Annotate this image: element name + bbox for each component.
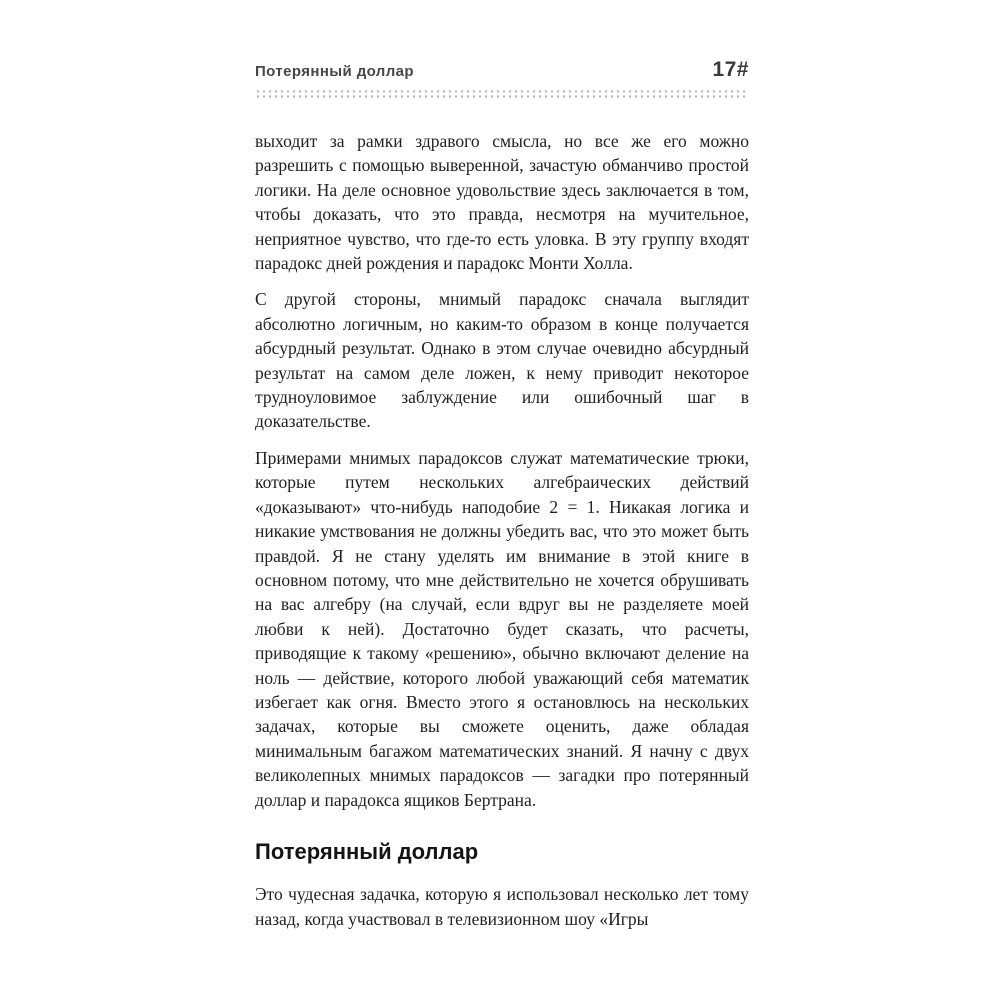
- page-number: 17#: [712, 58, 749, 81]
- page-header: [255, 58, 749, 82]
- body-paragraph: С другой стороны, мнимый парадокс сначала выглядит абсолютно логичным, но каким-то образом в конце получается абсурдный результат. Однако в этом случае очевидно абсурдный результат на самом деле ложен, к нему приводит некоторое трудноуловимое заблуждение или ошибочный шаг в доказательстве.: [255, 289, 749, 432]
- page-body: [255, 129, 749, 931]
- section-heading: Потерянный доллар: [255, 838, 479, 864]
- page-content-column: [255, 58, 749, 943]
- dotted-rule-divider: [255, 89, 749, 99]
- running-title: Потерянный доллар: [255, 63, 414, 80]
- body-paragraph: Это чудесная задачка, которую я использовал несколько лет тому назад, когда участвовал в телевизионном шоу «Игры: [255, 884, 749, 929]
- body-paragraph: выходит за рамки здравого смысла, но все же его можно разрешить с помощью выверенной, зачастую обманчиво простой логики. На деле основное удовольствие здесь заключается в том, чтобы доказать, что это правда, несмотря на мучительное, неприятное чувство, что где-то есть уловка. В эту группу входят парадокс дней рождения и парадокс Монти Холла.: [255, 131, 749, 274]
- body-paragraph: Примерами мнимых парадоксов служат математические трюки, которые путем нескольких алгебраических действий «доказывают» что-нибудь наподобие 2 = 1. Никакая логика и никакие умствования не должны убедить вас, что это может быть правдой. Я не стану уделять им внимание в этой книге в основном потому, что мне действительно не хочется обрушивать на вас алгебру (на случай, если вдруг вы не разделяете моей любви к ней). Достаточно будет сказать, что расчеты, приводящие к такому «решению», обычно включают деление на ноль — действие, которого любой уважающий себя математик избегает как огня. Вместо этого я остановлюсь на нескольких задачах, которые вы сможете оценить, даже обладая минимальным багажом математических знаний. Я начну с двух великолепных мнимых парадоксов — загадки про потерянный доллар и парадокса ящиков Бертрана.: [255, 447, 749, 810]
